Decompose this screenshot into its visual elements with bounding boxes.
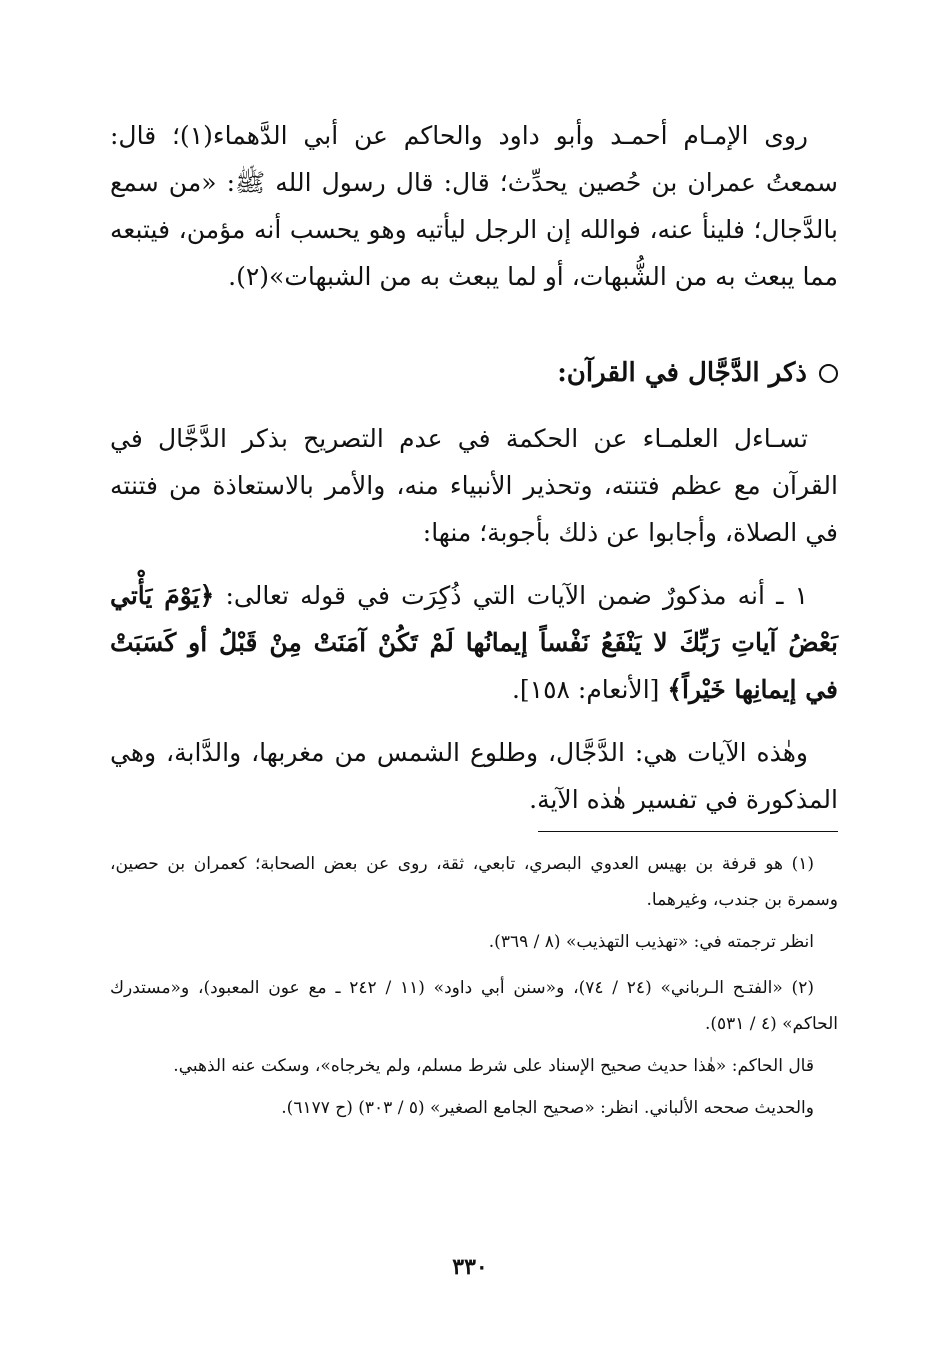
- answer-1-lead: ١ ـ أنه مذكورٌ ضمن الآيات التي ذُكِرَت في قوله تعالى:: [214, 581, 808, 610]
- section-heading: [110, 347, 838, 399]
- footnote-1-reference: انظر ترجمته في: «تهذيب التهذيب» (٨ / ٣٦٩).: [488, 932, 814, 952]
- page-body: [110, 112, 838, 1132]
- page-number: ٣٣٠: [452, 1254, 488, 1280]
- answer-1-paragraph: [110, 572, 838, 713]
- intro-paragraph: روى الإمـام أحمـد وأبو داود والحاكم عن أبي الدَّهماء(١)؛ قال: سمعتُ عمران بن حُصين يحدِّث؛ قال: قال رسول الله ﷺ: «من سمع بالدَّجال؛ فلينأ عنه، فوالله إن الرجل ليأتيه وهو يحسب أنه مؤمن، فيتبعه مما يبعث به من الشُّبهات، أو لما يبعث به من الشبهات»(٢).: [110, 121, 838, 291]
- footnote-2-hakim: قال الحاكم: «هٰذا حديث صحيح الإسناد على شرط مسلم، ولم يخرجاه»، وسكت عنه الذهبي.: [173, 1056, 814, 1076]
- footnote-1: (١) هو قرفة بن بهيس العدوي البصري، تابعي، ثقة، روى عن بعض الصحابة؛ كعمران بن حصين، وسمرة بن جندب، وغيرهما.: [110, 854, 838, 910]
- footnote-2-albani: والحديث صححه الألباني. انظر: «صحيح الجامع الصغير» (٥ / ٣٠٣) (ح ٦١٧٧).: [281, 1098, 814, 1118]
- footnote-divider: [538, 831, 838, 832]
- section-heading-text: ذكر الدَّجَّال في القرآن:: [557, 358, 807, 388]
- quran-verse: ﴿يَوْمَ يَأْتي بَعْضُ آياتِ رَبِّكَ لا يَنْفَعُ نَفْساً إيمانُها لَمْ تَكُنْ آمَنَتْ مِنْ قَبْلُ أو كَسَبَتْ في إيمانِها خَيْراً﴾: [110, 581, 838, 704]
- signs-paragraph: وهٰذه الآيات هي: الدَّجَّال، وطلوع الشمس من مغربها، والدَّابة، وهي المذكورة في تفسير هٰذه الآية.: [110, 738, 838, 814]
- footnote-2: (٢) «الفتـح الـرباني» (٢٤ / ٧٤)، و«سنن أبي داود» (١١ / ٢٤٢ ـ مع عون المعبود)، و«مستدرك الحاكم» (٤ / ٥٣١).: [110, 978, 838, 1034]
- question-paragraph: تسـاءل العلمـاء عن الحكمة في عدم التصريح بذكر الدَّجَّال في القرآن مع عظم فتنته، وتحذير الأنبياء منه، والأمر بالاستعاذة من فتنته في الصلاة، وأجابوا عن ذلك بأجوبة؛ منها:: [110, 424, 838, 547]
- circle-bullet-icon: [819, 364, 838, 383]
- verse-reference: [الأنعام: ١٥٨].: [511, 675, 668, 704]
